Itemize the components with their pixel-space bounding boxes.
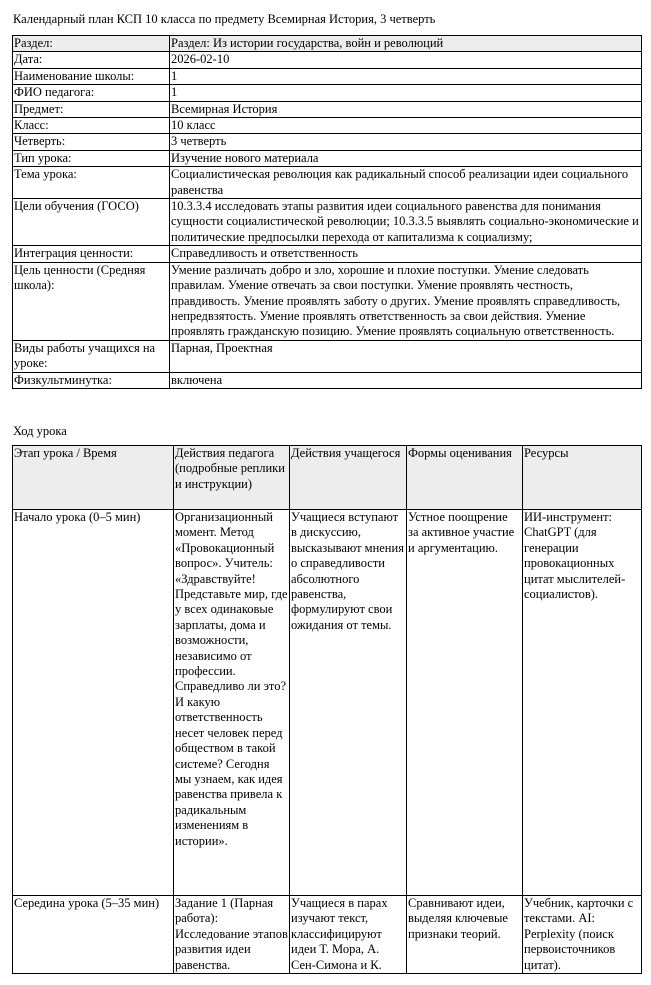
header-resources: Ресурсы	[523, 446, 642, 510]
info-value: 2026-02-10	[170, 52, 642, 68]
info-value: 10 класс	[170, 118, 642, 134]
info-row-teacher	[13, 85, 642, 101]
teacher-actions-cell: Организационный момент. Метод «Провокационный вопрос». Учитель: «Здравствуйте! Представьте мир, где у всех одинаковые зарплаты, дома и возможности, независимо от профессии. Справедливо ли это? И какую ответственность несет человек перед обществом в такой системе? Сегодня мы узнаем, как идея равенства привела к радикальным изменениям в истории».	[174, 510, 290, 896]
info-label: Раздел:	[13, 36, 170, 52]
info-row-date	[13, 52, 642, 68]
info-value: Умение различать добро и зло, хорошие и плохие поступки. Умение следовать правилам. Умение отвечать за свои поступки. Умение проявлять честность, правдивость. Умение проявлять заботу о других. Умение проявлять справедливость, непредвзятость. Умение проявлять ответственность за свои действия. Умение проявлять гражданскую позицию. Умение проявлять социальную ответственность.	[170, 262, 642, 340]
header-student-actions: Действия учащегося	[290, 446, 407, 510]
info-label: Тема урока:	[13, 167, 170, 199]
lesson-info-table	[12, 35, 642, 389]
resources-cell: Учебник, карточки с текстами. AI: Perplexity (поиск первоисточников цитат).	[523, 896, 642, 974]
info-row-lesson-type	[13, 150, 642, 166]
info-value: 3 четверть	[170, 134, 642, 150]
info-label: Тип урока:	[13, 150, 170, 166]
info-value: Всемирная История	[170, 101, 642, 117]
info-value: Социалистическая революция как радикальный способ реализации идеи социального равенства	[170, 167, 642, 199]
info-row-class	[13, 118, 642, 134]
info-label: Виды работы учащихся на уроке:	[13, 340, 170, 372]
info-row-value-integration	[13, 246, 642, 262]
info-value: 1	[170, 68, 642, 84]
info-value: включена	[170, 372, 642, 388]
info-label: Интеграция ценности:	[13, 246, 170, 262]
info-value: 1	[170, 85, 642, 101]
info-row-topic	[13, 167, 642, 199]
info-label: Класс:	[13, 118, 170, 134]
info-label: Физкультминутка:	[13, 372, 170, 388]
info-row-value-goal	[13, 262, 642, 340]
info-label: Предмет:	[13, 101, 170, 117]
info-label: Цели обучения (ГОСО)	[13, 199, 170, 246]
resources-cell: ИИ-инструмент: ChatGPT (для генерации провокационных цитат мыслителей-социалистов).	[523, 510, 642, 896]
info-value: Изучение нового материала	[170, 150, 642, 166]
header-stage: Этап урока / Время	[13, 446, 174, 510]
info-row-subject	[13, 101, 642, 117]
info-label: Дата:	[13, 52, 170, 68]
student-actions-cell: Учащиеся в парах изучают текст, классифицируют идеи Т. Мора, А. Сен-Симона и К.	[290, 896, 407, 974]
header-assessment: Формы оценивания	[407, 446, 523, 510]
document-title: Календарный план КСП 10 класса по предмету Всемирная История, 3 четверть	[13, 12, 436, 26]
info-row-section	[13, 36, 642, 52]
info-value: Справедливость и ответственность	[170, 246, 642, 262]
info-label: Наименование школы:	[13, 68, 170, 84]
lesson-progress-table	[12, 445, 642, 974]
info-row-school	[13, 68, 642, 84]
info-row-quarter	[13, 134, 642, 150]
stage-cell: Начало урока (0–5 мин)	[13, 510, 174, 896]
info-label: Цель ценности (Средняя школа):	[13, 262, 170, 340]
info-row-goals	[13, 199, 642, 246]
info-value: Парная, Проектная	[170, 340, 642, 372]
info-row-physical-break	[13, 372, 642, 388]
info-value: Раздел: Из истории государства, войн и революций	[170, 36, 642, 52]
header-teacher-actions: Действия педагога (подробные реплики и инструкции)	[174, 446, 290, 510]
info-label: Четверть:	[13, 134, 170, 150]
info-label: ФИО педагога:	[13, 85, 170, 101]
info-row-work-types	[13, 340, 642, 372]
assessment-cell: Устное поощрение за активное участие и аргументацию.	[407, 510, 523, 896]
teacher-actions-cell: Задание 1 (Парная работа): Исследование этапов развития идеи равенства.	[175, 896, 288, 972]
lesson-row-start	[13, 510, 642, 896]
info-value: 10.3.3.4 исследовать этапы развития идеи социального равенства для понимания сущности социалистической революции; 10.3.3.5 выявлять социально-экономические и политические предпосылки перехода от капитализма к социализму;	[170, 199, 642, 246]
stage-cell: Середина урока (5–35 мин)	[13, 896, 174, 974]
assessment-cell: Сравнивают идеи, выделяя ключевые признаки теорий.	[407, 896, 523, 974]
lesson-progress-heading: Ход урока	[13, 424, 67, 438]
student-actions-cell: Учащиеся вступают в дискуссию, высказывают мнения о справедливости абсолютного равенства, формулируют свои ожидания от темы.	[290, 510, 407, 896]
lesson-row-middle	[13, 896, 642, 974]
lesson-table-header	[13, 446, 642, 510]
